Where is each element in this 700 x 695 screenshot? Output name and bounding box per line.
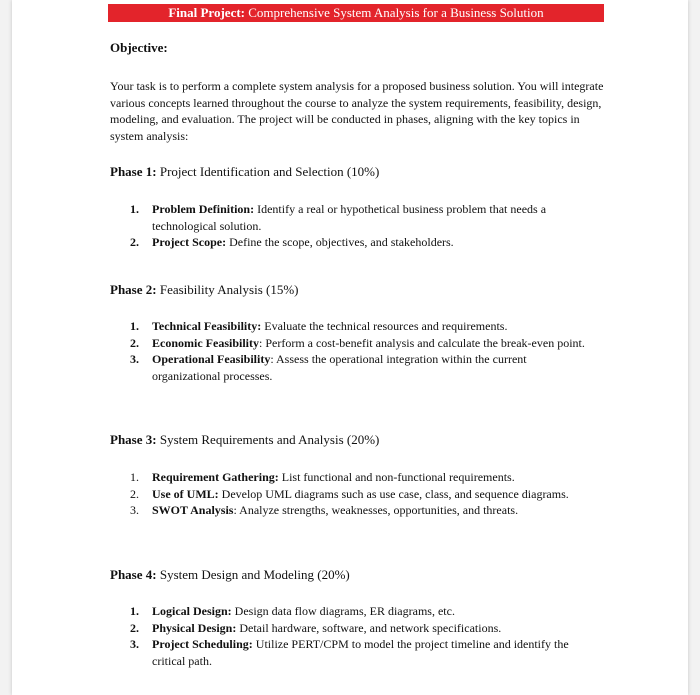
- item-text: Evaluate the technical resources and requirements.: [261, 319, 508, 333]
- phase-4-name: System Design and Modeling (20%): [156, 567, 350, 582]
- item-text: : Perform a cost-benefit analysis and calculate the break-even point.: [259, 335, 585, 350]
- item-term: Physical Design:: [152, 620, 237, 635]
- document-page: [12, 0, 688, 695]
- item-text: Utilize PERT/CPM to model the project timeline and identify the critical path.: [152, 637, 569, 668]
- phase-2-list: [130, 318, 590, 384]
- objective-heading: Objective:: [110, 40, 168, 55]
- item-text: Define the scope, objectives, and stakeholders.: [226, 235, 454, 249]
- list-item: [130, 351, 590, 384]
- item-number: 1.: [130, 202, 139, 216]
- list-item: [130, 620, 590, 637]
- phase-2-label: Phase 2:: [110, 282, 157, 297]
- phase-1-label: Phase 1:: [110, 164, 157, 179]
- phase-1-list: [130, 201, 590, 251]
- item-term: Operational Feasibility: [152, 352, 271, 366]
- list-item: [130, 469, 590, 486]
- item-term: Problem Definition:: [152, 202, 255, 216]
- phase-2-title: [110, 282, 299, 299]
- item-number: 2.: [130, 235, 139, 249]
- item-number: 3.: [130, 503, 139, 517]
- phase-3-list: [130, 469, 590, 519]
- phase-3-label: Phase 3:: [110, 432, 157, 447]
- list-item: [130, 234, 590, 251]
- phase-4-list: [130, 603, 590, 669]
- item-text: Identify a real or hypothetical business problem that needs a technological solution.: [152, 202, 547, 233]
- item-number: 3.: [130, 637, 139, 651]
- phase-4-title: [110, 567, 350, 584]
- phase-3-name: System Requirements and Analysis (20%): [156, 432, 380, 447]
- phase-1-name: Project Identification and Selection (10%): [156, 164, 380, 179]
- title-bold: Final Project:: [168, 5, 245, 20]
- list-item: [130, 335, 590, 352]
- item-text: Detail hardware, software, and network specifications.: [236, 620, 502, 635]
- item-number: 3.: [130, 352, 139, 366]
- item-term: Project Scope:: [152, 235, 227, 249]
- list-item: [130, 636, 590, 669]
- list-item: [130, 201, 590, 234]
- item-term: SWOT Analysis: [152, 503, 234, 517]
- item-text: List functional and non-functional requirements.: [278, 470, 515, 484]
- item-term: Economic Feasibility: [152, 335, 259, 350]
- list-item: [130, 318, 590, 335]
- phase-4-label: Phase 4:: [110, 567, 157, 582]
- item-text: Develop UML diagrams such as use case, class, and sequence diagrams.: [218, 486, 569, 501]
- item-number: 2.: [130, 335, 139, 350]
- list-item: [130, 502, 590, 519]
- item-number: 1.: [130, 319, 139, 333]
- item-term: Technical Feasibility:: [152, 319, 262, 333]
- intro-paragraph: Your task is to perform a complete system analysis for a proposed business solution. You will integrate various concepts learned throughout the course to analyze the system requirements, feasibility, design, modeling, and evaluation. The project will be conducted in phases, aligning with the key topics in system analysis:: [110, 79, 604, 143]
- phase-2-name: Feasibility Analysis (15%): [156, 282, 299, 297]
- item-text: Design data flow diagrams, ER diagrams, etc.: [231, 604, 455, 618]
- title-rest: Comprehensive System Analysis for a Business Solution: [245, 5, 544, 20]
- phase-1-title: [110, 164, 379, 181]
- item-number: 1.: [130, 470, 139, 484]
- list-item: [130, 603, 590, 620]
- item-term: Requirement Gathering:: [152, 470, 279, 484]
- phase-3-title: [110, 432, 379, 449]
- item-number: 2.: [130, 486, 139, 501]
- title-bar: [108, 4, 604, 22]
- item-term: Logical Design:: [152, 604, 232, 618]
- item-number: 1.: [130, 604, 139, 618]
- list-item: [130, 486, 590, 503]
- item-text: : Assess the operational integration within the current organizational processes.: [152, 352, 527, 383]
- item-term: Use of UML:: [152, 486, 219, 501]
- item-number: 2.: [130, 620, 139, 635]
- item-term: Project Scheduling:: [152, 637, 253, 651]
- item-text: : Analyze strengths, weaknesses, opportunities, and threats.: [233, 503, 519, 517]
